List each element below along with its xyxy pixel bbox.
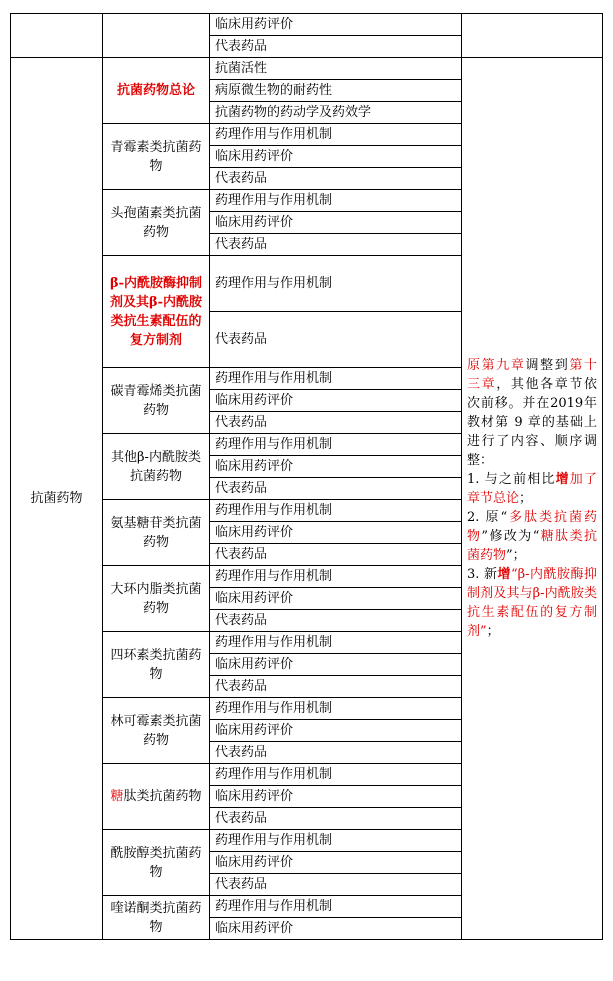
topic-cell: 药理作用与作用机制 <box>210 566 462 588</box>
note-text: ，其他各章节依次前移。并在2019年教材第 9 章的基础上进行了内容、顺序调整： <box>467 377 597 468</box>
topic-cell: 药理作用与作用机制 <box>210 434 462 456</box>
topic-cell: 药理作用与作用机制 <box>210 124 462 146</box>
note-highlight: “β-内酰胺酶抑制剂及其与β-内酰胺类抗生素配伍的复方制剂” <box>467 567 597 639</box>
topic-cell: 药理作用与作用机制 <box>210 256 462 312</box>
topic-cell: 代表药品 <box>210 808 462 830</box>
note-text: ； <box>519 491 533 506</box>
section-title: β-内酰胺酶抑制剂及其β-内酰胺类抗生素配伍的复方制剂 <box>109 275 203 348</box>
note-item-3 <box>467 565 597 641</box>
section-title-cell <box>103 368 210 434</box>
section-title: 抗菌药物总论 <box>116 83 195 98</box>
chapter-cell: 抗菌药物 <box>11 58 103 940</box>
topic-cell: 药理作用与作用机制 <box>210 764 462 786</box>
topic-cell: 临床用药评价 <box>210 852 462 874</box>
note-text: 调整到 <box>525 358 570 373</box>
note-highlight: 原第九章 <box>467 358 526 373</box>
section-title-cell <box>103 632 210 698</box>
topic-cell: 代表药品 <box>210 544 462 566</box>
section-title-cell <box>103 124 210 190</box>
note-item-2 <box>467 508 597 565</box>
section-title: 酰胺醇类抗菌药物 <box>110 845 202 880</box>
section-title: 头孢菌素类抗菌药物 <box>110 205 202 240</box>
note-text: ； <box>486 624 500 639</box>
revision-note-cell <box>462 58 603 940</box>
section-title: 四环素类抗菌药物 <box>110 647 202 682</box>
topic-cell: 药理作用与作用机制 <box>210 368 462 390</box>
section-title: 大环内脂类抗菌药物 <box>110 581 202 616</box>
note-text: 1. 与之前相比 <box>467 472 556 487</box>
topic-cell: 代表药品 <box>210 36 462 58</box>
topic-cell: 代表药品 <box>210 234 462 256</box>
note-highlight: 增 <box>555 472 570 487</box>
topic-cell: 代表药品 <box>210 610 462 632</box>
section-title-cell <box>103 566 210 632</box>
section-title-highlight: 糖 <box>110 789 124 804</box>
note-text: 2. 原“ <box>467 510 508 525</box>
prev-chapter-cell <box>11 14 103 58</box>
topic-cell: 代表药品 <box>210 478 462 500</box>
section-title: 喹诺酮类抗菌药物 <box>110 900 202 935</box>
topic-cell: 临床用药评价 <box>210 212 462 234</box>
topic-cell: 药理作用与作用机制 <box>210 190 462 212</box>
note-paragraph <box>467 356 597 470</box>
section-title-cell <box>103 256 210 368</box>
section-title-cell <box>103 58 210 124</box>
syllabus-table <box>10 13 603 940</box>
topic-cell: 药理作用与作用机制 <box>210 896 462 918</box>
section-title-cell <box>103 764 210 830</box>
topic-cell: 病原微生物的耐药性 <box>210 80 462 102</box>
topic-cell: 临床用药评价 <box>210 14 462 36</box>
topic-cell: 临床用药评价 <box>210 588 462 610</box>
topic-cell: 药理作用与作用机制 <box>210 830 462 852</box>
topic-cell: 临床用药评价 <box>210 522 462 544</box>
section-title: 碳青霉烯类抗菌药物 <box>110 383 202 418</box>
topic-cell: 代表药品 <box>210 312 462 368</box>
note-highlight: 增 <box>497 567 512 582</box>
topic-cell: 代表药品 <box>210 676 462 698</box>
topic-cell: 代表药品 <box>210 874 462 896</box>
note-text: ”； <box>506 548 526 563</box>
section-title: 肽类抗菌药物 <box>123 789 202 804</box>
section-title-cell <box>103 896 210 940</box>
topic-cell: 药理作用与作用机制 <box>210 500 462 522</box>
table-row <box>11 14 603 36</box>
section-title-cell <box>103 698 210 764</box>
topic-cell: 临床用药评价 <box>210 390 462 412</box>
topic-cell: 临床用药评价 <box>210 654 462 676</box>
section-title-cell <box>103 190 210 256</box>
topic-cell: 代表药品 <box>210 168 462 190</box>
note-highlight: 加了章节总论 <box>467 472 597 506</box>
prev-section-cell <box>103 14 210 58</box>
topic-cell: 临床用药评价 <box>210 146 462 168</box>
topic-cell: 药理作用与作用机制 <box>210 632 462 654</box>
section-title: 青霉素类抗菌药物 <box>110 139 202 174</box>
topic-cell: 药理作用与作用机制 <box>210 698 462 720</box>
note-text: 3. 新 <box>467 567 498 582</box>
section-title: 其他β-内酰胺类抗菌药物 <box>111 449 201 484</box>
note-highlight: 多肽类抗菌药物 <box>467 510 597 544</box>
note-item-1 <box>467 470 597 508</box>
topic-cell: 抗菌药物的药动学及药效学 <box>210 102 462 124</box>
section-title-cell <box>103 434 210 500</box>
note-highlight: 第十三章 <box>467 358 597 392</box>
table-row <box>11 58 603 80</box>
section-title-cell <box>103 830 210 896</box>
topic-cell: 临床用药评价 <box>210 456 462 478</box>
section-title: 林可霉素类抗菌药物 <box>110 713 202 748</box>
topic-cell: 临床用药评价 <box>210 720 462 742</box>
section-title: 氨基糖苷类抗菌药物 <box>110 515 202 550</box>
topic-cell: 代表药品 <box>210 412 462 434</box>
prev-note-cell <box>462 14 603 58</box>
topic-cell: 抗菌活性 <box>210 58 462 80</box>
note-highlight: 糖肽类抗菌药物 <box>467 529 597 563</box>
topic-cell: 代表药品 <box>210 742 462 764</box>
section-title-cell <box>103 500 210 566</box>
note-text: ”修改为“ <box>481 529 540 544</box>
topic-cell: 临床用药评价 <box>210 786 462 808</box>
topic-cell: 临床用药评价 <box>210 918 462 940</box>
